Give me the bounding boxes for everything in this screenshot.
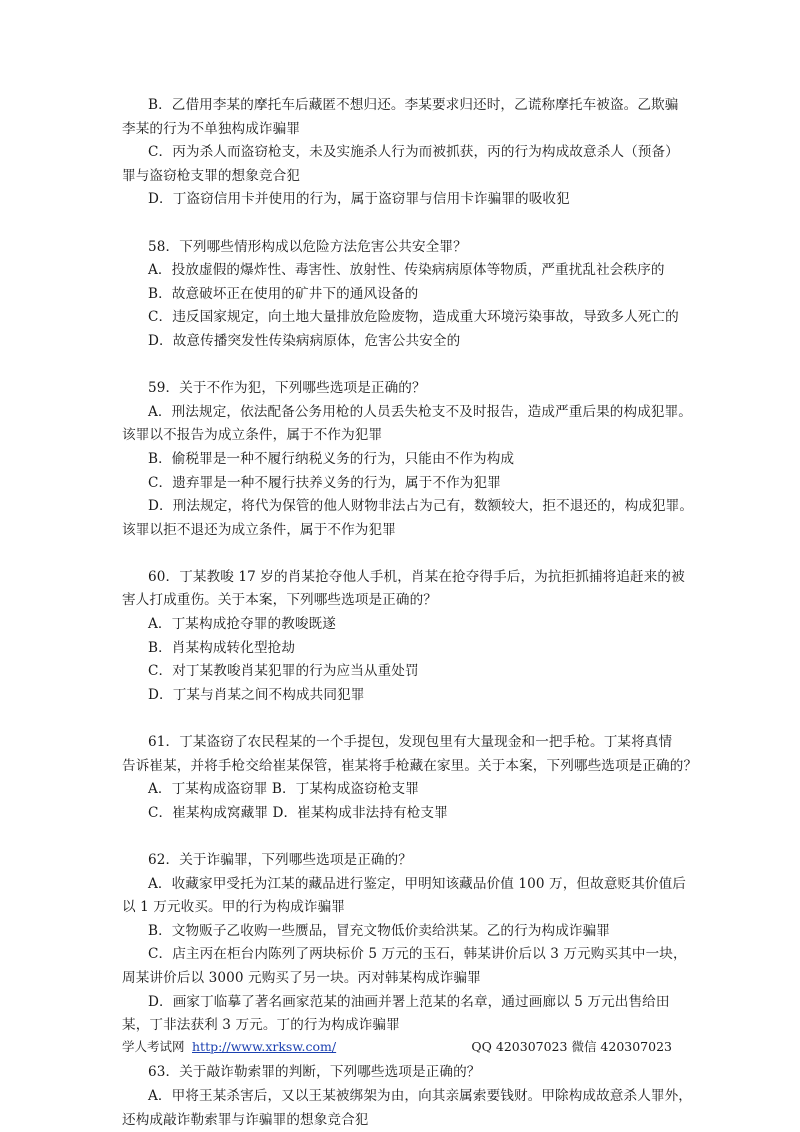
- text-line: 58．下列哪些情形构成以危险方法危害公共安全罪？: [148, 238, 467, 255]
- text-line: 李某的行为不单独构成诈骗罪: [122, 120, 301, 137]
- text-line: A．丁某构成盗窃罪 B．丁某构成盗窃枪支罪: [148, 781, 419, 798]
- footer-link[interactable]: http://www.xrksw.com/: [192, 1039, 337, 1054]
- text-line: 某，丁非法获利 3 万元。丁的行为构成诈骗罪: [122, 1017, 400, 1034]
- text-line: A．收藏家甲受托为江某的藏品进行鉴定，甲明知该藏品价值 100 万，但故意贬其价值后: [148, 875, 686, 892]
- text-line: D．刑法规定，将代为保管的他人财物非法占为己有，数额较大，拒不退还的，构成犯罪。: [148, 498, 694, 515]
- text-line: C．遗弃罪是一种不履行扶养义务的行为，属于不作为犯罪: [148, 474, 501, 491]
- text-line: 该罪以拒不退还为成立条件，属于不作为犯罪: [122, 521, 396, 538]
- text-line: 59．关于不作为犯，下列哪些选项是正确的？: [148, 380, 426, 397]
- text-line: B．乙借用李某的摩托车后藏匿不想归还。李某要求归还时，乙谎称摩托车被盗。乙欺骗: [148, 97, 679, 113]
- text-line: A．甲将王某杀害后，又以王某被绑架为由，向其亲属索要钱财。甲除构成故意杀人罪外，: [148, 1087, 692, 1104]
- text-line: 罪与盗窃枪支罪的想象竞合犯: [122, 167, 301, 184]
- text-line: 该罪以不报告为成立条件，属于不作为犯罪: [122, 427, 383, 444]
- footer-contact: QQ 420307023 微信 420307023: [471, 1039, 672, 1054]
- page-footer: [122, 1037, 682, 1057]
- text-line: 63．关于敲诈勒索罪的判断，下列哪些选项是正确的？: [148, 1064, 481, 1081]
- text-line: 60．丁某教唆 17 岁的肖某抢夺他人手机，肖某在抢夺得手后，为抗拒抓捕将追赶来的被: [148, 568, 685, 585]
- text-line: 害人打成重伤。关于本案，下列哪些选项是正确的？: [122, 592, 437, 609]
- text-line: 61．丁某盗窃了农民程某的一个手提包，发现包里有大量现金和一把手枪。丁某将真情: [148, 734, 673, 751]
- text-line: C．崔某构成窝藏罪 D．崔某构成非法持有枪支罪: [148, 804, 448, 821]
- text-line: D．故意传播突发性传染病病原体，危害公共安全的: [148, 332, 461, 349]
- text-line: B．文物贩子乙收购一些赝品，冒充文物低价卖给洪某。乙的行为构成诈骗罪: [148, 922, 610, 939]
- text-line: 告诉崔某，并将手枪交给崔某保管，崔某将手枪藏在家里。关于本案，下列哪些选项是正确的？: [122, 757, 698, 774]
- text-line: 还构成敲诈勒索罪与诈骗罪的想象竞合犯: [122, 1111, 369, 1128]
- paragraph-gap: [122, 707, 682, 731]
- text-line: 周某讲价后以 3000 元购买了另一块。丙对韩某构成诈骗罪: [122, 969, 481, 986]
- text-line: C．违反国家规定，向土地大量排放危险废物，造成重大环境污染事故，导致多人死亡的: [148, 309, 679, 326]
- text-line: C．店主丙在柜台内陈列了两块标价 5 万元的玉石，韩某讲价后以 3 万元购买其中一块，: [148, 946, 687, 963]
- text-line: A．刑法规定，依法配备公务用枪的人员丢失枪支不及时报告，造成严重后果的构成犯罪。: [148, 403, 692, 420]
- text-line: B．偷税罪是一种不履行纳税义务的行为，只能由不作为构成: [148, 450, 515, 467]
- text-line: 62．关于诈骗罪，下列哪些选项是正确的？: [148, 852, 412, 868]
- paragraph-gap: [122, 354, 682, 378]
- text-line: B．故意破坏正在使用的矿井下的通风设备的: [148, 285, 419, 302]
- text-line: 以 1 万元收买。甲的行为构成诈骗罪: [122, 899, 345, 916]
- text-line: D．画家丁临摹了著名画家范某的油画并署上范某的名章，通过画廊以 5 万元出售给田: [148, 993, 670, 1010]
- text-line: D．丁某与肖某之间不构成共同犯罪: [148, 686, 365, 703]
- text-line: D．丁盗窃信用卡并使用的行为，属于盗窃罪与信用卡诈骗罪的吸收犯: [148, 191, 570, 208]
- paragraph-gap: [122, 212, 682, 236]
- document-body: [122, 94, 698, 1132]
- footer-site-name: 学人考试网: [122, 1039, 185, 1054]
- text-line: C．对丁某教唆肖某犯罪的行为应当从重处罚: [148, 663, 419, 680]
- text-line: B．肖某构成转化型抢劫: [148, 639, 296, 656]
- paragraph-gap: [122, 542, 682, 566]
- paragraph-gap: [122, 825, 682, 849]
- text-line: C．丙为杀人而盗窃枪支，未及实施杀人行为而被抓获，丙的行为构成故意杀人（预备）: [148, 144, 679, 161]
- text-line: A．投放虚假的爆炸性、毒害性、放射性、传染病病原体等物质，严重扰乱社会秩序的: [148, 262, 665, 279]
- text-line: A．丁某构成抢夺罪的教唆既遂: [148, 616, 336, 633]
